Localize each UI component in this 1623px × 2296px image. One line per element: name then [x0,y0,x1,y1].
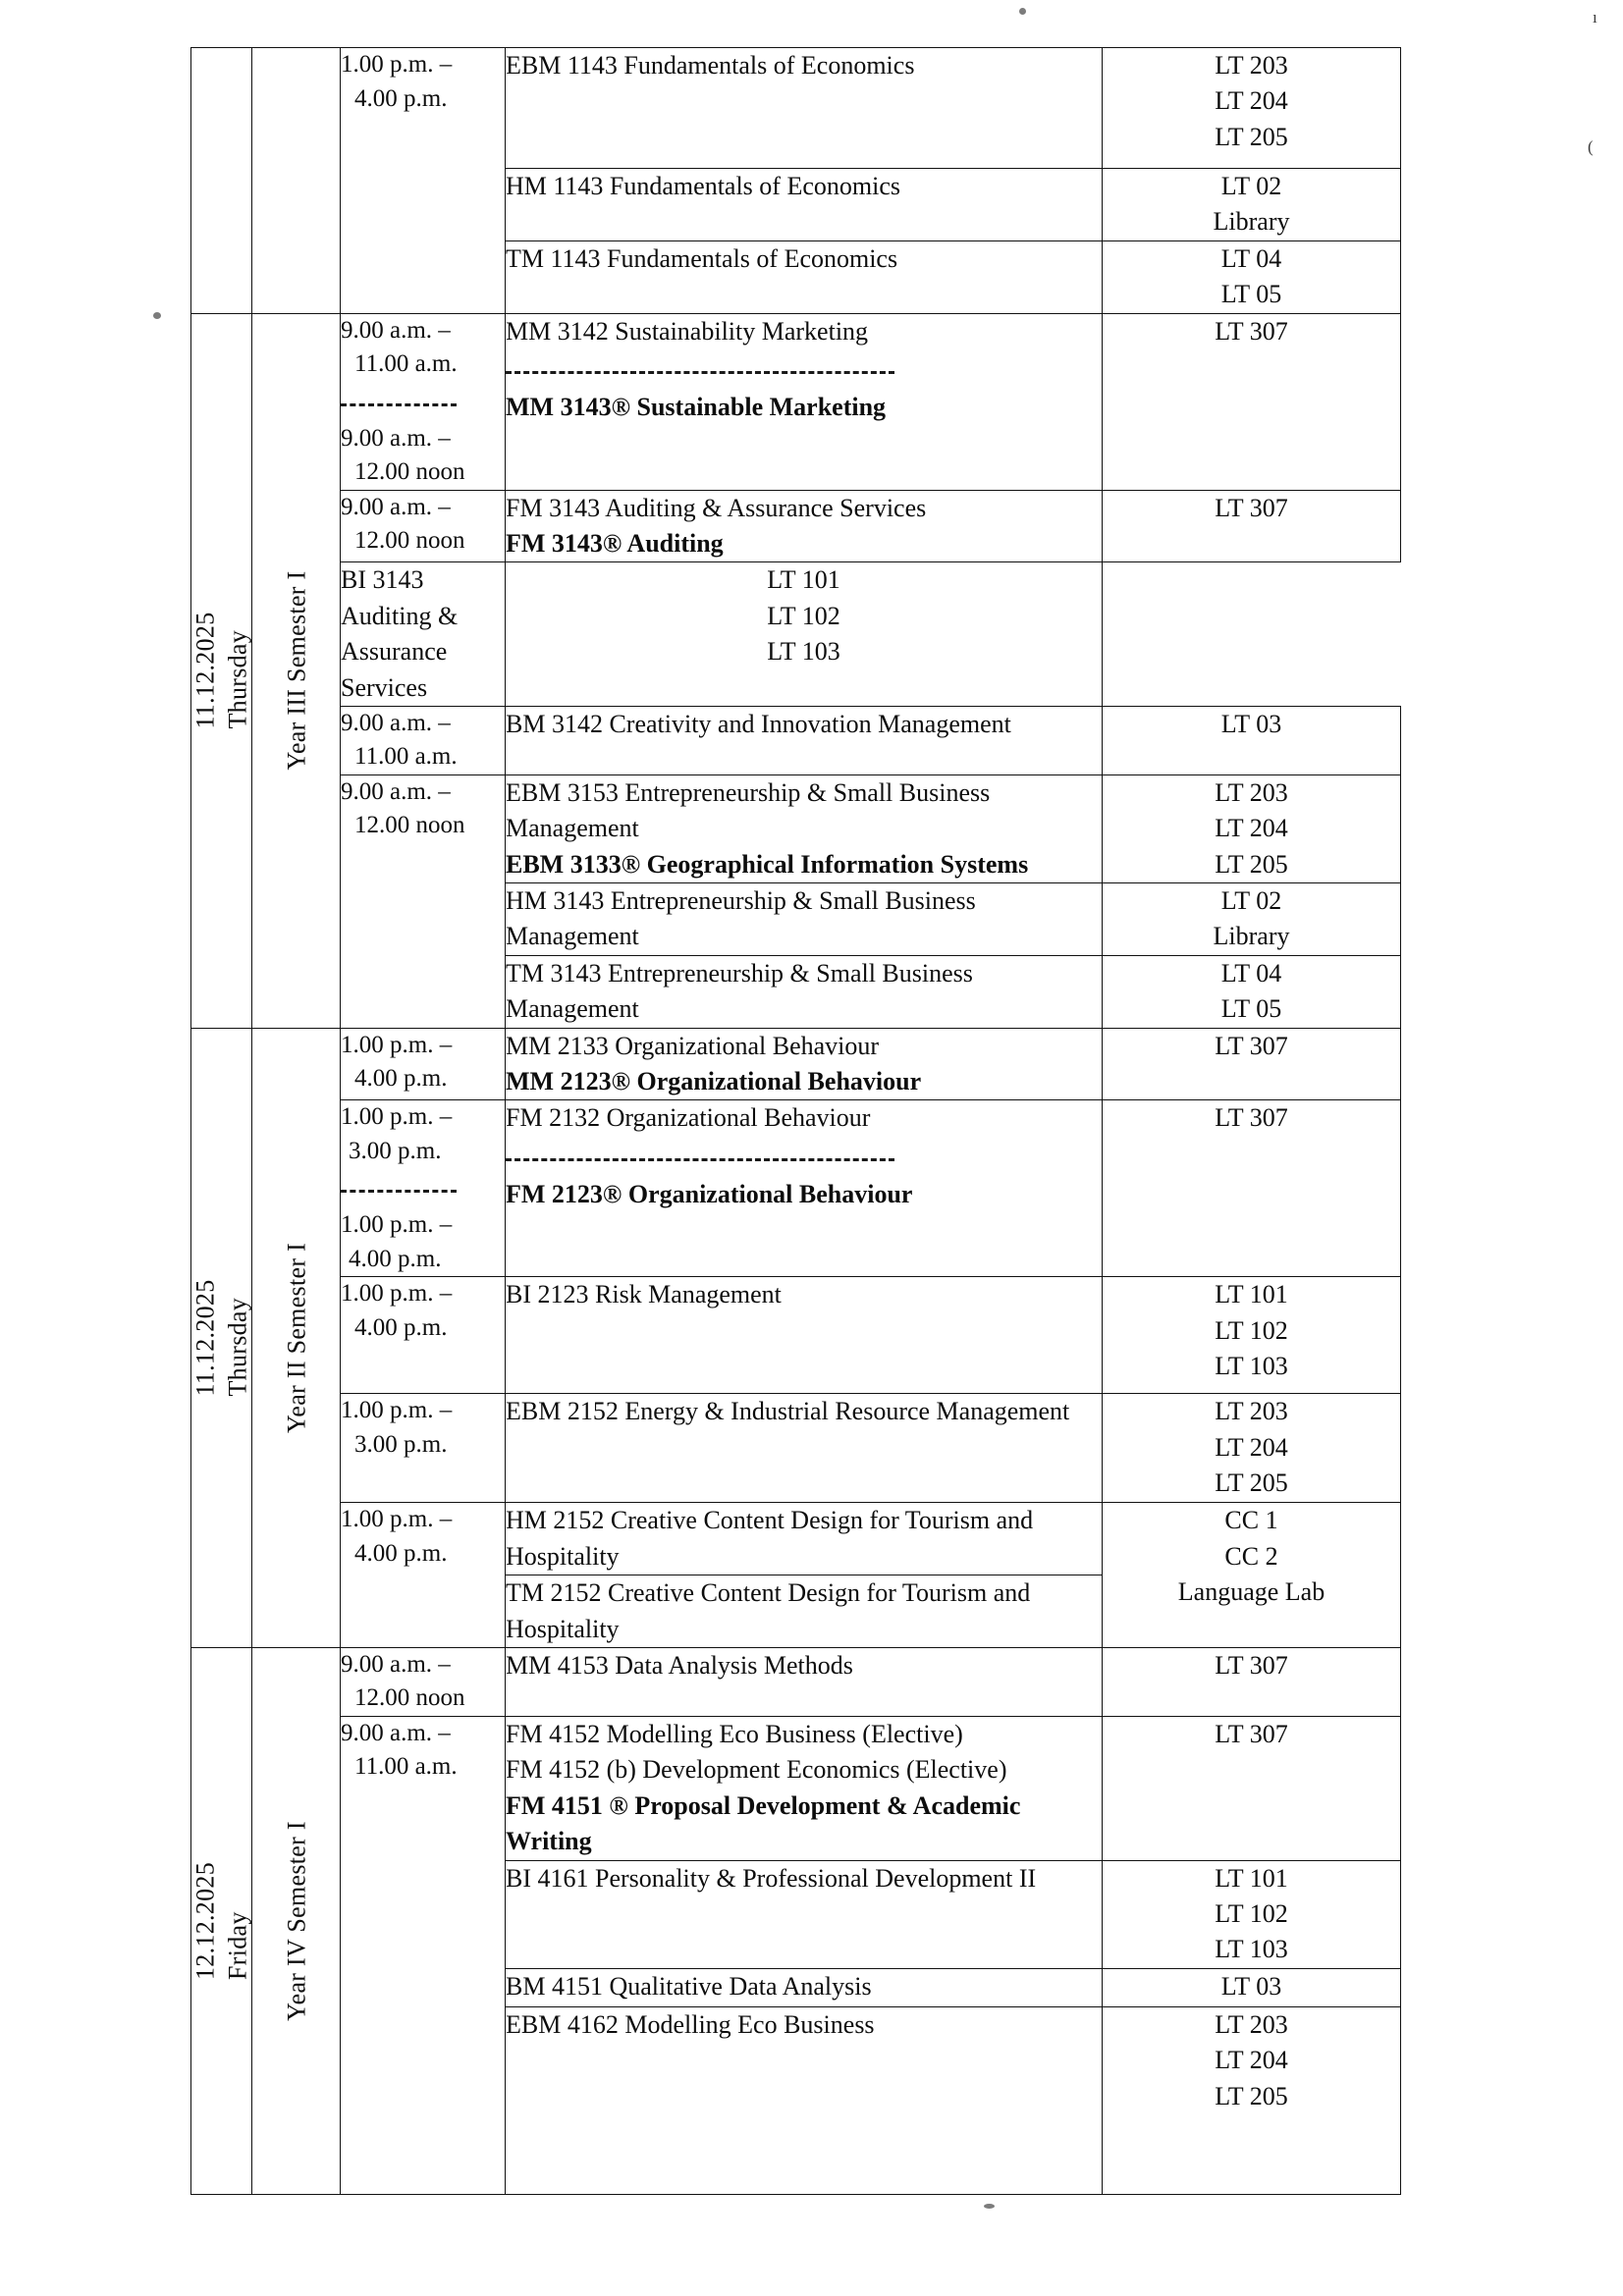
year-cell-block4 [252,1647,341,2194]
table-row [191,48,1401,169]
date-text: 11.12.2025 [190,612,220,729]
hall-line: CC 1 [1224,1506,1278,1535]
hall-line: LT 204 [1215,86,1288,116]
course-title-repeat: FM 4151 ® Proposal Development & Academic Writing [506,1790,1021,1856]
time-start: 9.00 a.m. – [341,493,451,520]
hall-cell [1103,1100,1401,1277]
hall-line: LT 307 [1215,1031,1288,1060]
hall-line: LT 307 [1215,1650,1288,1680]
course-title: TM 2152 Creative Content Design for Tourism and Hospitality [506,1578,1031,1643]
course-title: FM 2132 Organizational Behaviour [506,1103,871,1133]
course-title: BM 3142 Creativity and Innovation Management [506,709,1011,738]
course-title: FM 4152 Modelling Eco Business (Elective) [506,1719,963,1748]
time-end: 4.00 p.m. [354,1539,448,1567]
hall-line: Library [1213,922,1290,951]
course-cell [506,1394,1103,1503]
hall-line: LT 204 [1215,2046,1288,2075]
hall-line: LT 03 [1220,1971,1282,2001]
year-semester-label-block4: Year IV Semester I [281,1820,310,2021]
time-start: 1.00 p.m. – [341,1031,453,1058]
table-row [191,1028,1401,1100]
course-title-repeat: FM 2123® Organizational Behaviour [506,1179,913,1208]
hall-cell [1103,2006,1401,2194]
time-start: 9.00 a.m. – [341,1650,451,1678]
course-title: BI 4161 Personality & Professional Development II [506,1863,1037,1893]
course-cell [506,1028,1103,1100]
course-title: FM 3143 Auditing & Assurance Services [506,493,927,522]
course-cell [341,562,506,707]
table-row [191,562,1401,707]
course-cell [506,48,1103,169]
hall-line: LT 204 [1215,814,1288,843]
year-semester-label-block3: Year II Semester I [281,1242,310,1433]
course-title: HM 1143 Fundamentals of Economics [506,172,900,200]
course-divider-dashed [506,1158,894,1161]
time-end: 4.00 p.m. [354,1313,448,1341]
course-cell [506,169,1103,241]
scan-speck-top [1019,8,1026,15]
course-cell [506,2006,1103,2194]
hall-line: LT 102 [767,601,840,630]
hall-line: Library [1213,207,1290,237]
hall-line: LT 205 [1215,1468,1288,1498]
table-row [191,1394,1401,1503]
hall-line: LT 204 [1215,1432,1288,1462]
course-title: BM 4151 Qualitative Data Analysis [506,1971,872,2001]
hall-cell [1103,1716,1401,1860]
table-row [191,313,1401,490]
hall-line: LT 205 [1215,2081,1288,2110]
course-title: HM 3143 Entrepreneurship & Small Business Management [506,886,976,951]
hall-cell [1103,1394,1401,1503]
hall-line: LT 205 [1215,849,1288,879]
time-divider-dashed [341,1190,457,1193]
course-title: BI 3143 Auditing & Assurance Services [341,565,459,702]
hall-cell [1103,1647,1401,1716]
time-end: 4.00 p.m. [354,1065,448,1093]
hall-line: LT 03 [1220,709,1282,738]
hall-line: LT 04 [1220,243,1282,273]
course-cell [506,313,1103,490]
time-cell [341,1716,506,2194]
course-title: MM 3142 Sustainability Marketing [506,316,869,346]
time-end: 12.00 noon [354,1684,465,1712]
course-cell [506,1575,1103,1648]
date-label-block3 [189,1279,254,1396]
course-cell [506,1647,1103,1716]
time-cell [341,1503,506,1648]
day-text: Friday [223,1911,252,1980]
hall-line: LT 203 [1215,1397,1288,1426]
course-title-repeat: MM 3143® Sustainable Marketing [506,392,887,421]
hall-cell [1103,1503,1401,1648]
date-text: 11.12.2025 [190,1279,220,1397]
table-row [191,1647,1401,1716]
hall-line: LT 05 [1220,994,1282,1024]
course-cell [506,1860,1103,1968]
time-start: 9.00 a.m. – [341,1719,451,1746]
scan-speck-bottom [984,2204,995,2209]
hall-line: LT 102 [1215,1898,1288,1928]
time-cell [341,490,506,562]
examination-timetable [190,47,1401,2195]
course-title: EBM 2152 Energy & Industrial Resource Management [506,1397,1070,1426]
time-start: 1.00 p.m. – [341,51,453,78]
hall-line: LT 205 [1215,122,1288,151]
date-cell-block4 [191,1647,252,2194]
time-cell [341,774,506,1028]
course-title-alt: FM 4152 (b) Development Economics (Elective) [506,1755,1007,1785]
time-cell [341,1277,506,1394]
hall-line: LT 103 [767,637,840,667]
time-start: 1.00 p.m. – [341,1506,453,1533]
hall-cell [1103,169,1401,241]
table-row [191,490,1401,562]
time-start: 9.00 a.m. – [341,777,451,805]
time-cell [341,1647,506,1716]
time-end: 4.00 p.m. [354,84,448,112]
course-title: MM 4153 Data Analysis Methods [506,1650,853,1680]
time-cell [341,706,506,774]
hall-cell [1103,774,1401,882]
course-title: EBM 3153 Entrepreneurship & Small Business Management [506,777,991,843]
hall-cell [1103,313,1401,490]
course-cell [506,883,1103,956]
time-cell [341,1028,506,1100]
hall-line: LT 101 [767,565,840,595]
course-divider-dashed [506,371,894,374]
year-cell-block1 [252,48,341,314]
time-end: 12.00 noon [354,812,465,839]
time-alt-end: 4.00 p.m. [349,1245,442,1272]
time-start: 1.00 p.m. – [341,1103,453,1131]
hall-cell [1103,490,1401,562]
time-start: 1.00 p.m. – [341,1280,453,1308]
time-cell [341,1394,506,1503]
day-text: Thursday [223,1297,252,1397]
scan-speck-left [153,312,161,319]
course-cell [506,240,1103,313]
course-cell [506,1968,1103,2006]
course-cell [506,490,1103,562]
time-cell [341,313,506,490]
time-cell [341,1100,506,1277]
hall-cell [1103,240,1401,313]
hall-cell [1103,883,1401,956]
date-cell-block1 [191,48,252,314]
time-end: 11.00 a.m. [354,1753,458,1781]
time-divider-dashed [341,403,457,406]
course-title-repeat: FM 3143® Auditing [506,528,724,558]
course-cell [506,1503,1103,1575]
course-title: BI 2123 Risk Management [506,1280,782,1309]
day-text: Thursday [223,630,252,729]
time-alt-end: 12.00 noon [354,458,465,486]
table-row [191,1716,1401,1860]
hall-line: LT 203 [1215,777,1288,807]
time-start: 9.00 a.m. – [341,316,451,344]
time-end: 3.00 p.m. [354,1430,448,1458]
hall-line: LT 02 [1220,886,1282,916]
time-end: 11.00 a.m. [354,350,458,378]
year-cell-block3 [252,1028,341,1647]
date-text: 12.12.2025 [190,1861,220,1980]
hall-line: LT 103 [1215,1352,1288,1381]
hall-line: LT 04 [1220,958,1282,988]
time-cell [341,48,506,314]
hall-cell [506,562,1103,707]
table-row [191,774,1401,882]
course-title-repeat: MM 2123® Organizational Behaviour [506,1067,922,1096]
hall-cell [1103,1968,1401,2006]
date-cell-block2 [191,313,252,1028]
hall-line: LT 101 [1215,1280,1288,1309]
hall-cell [1103,706,1401,774]
hall-line: LT 103 [1215,1935,1288,1964]
hall-cell [1103,1028,1401,1100]
hall-cell [1103,955,1401,1028]
hall-cell [1103,1860,1401,1968]
hall-cell [1103,48,1401,169]
course-title-repeat: EBM 3133® Geographical Information Systems [506,849,1029,879]
scan-mark-right: ( [1588,137,1594,156]
hall-line: LT 203 [1215,2009,1288,2039]
course-title: TM 1143 Fundamentals of Economics [506,243,898,273]
year-semester-label-block2: Year III Semester I [281,570,310,771]
time-start: 9.00 a.m. – [341,709,451,736]
course-cell [506,706,1103,774]
course-cell [506,1100,1103,1277]
hall-line: CC 2 [1224,1541,1278,1571]
hall-line: LT 307 [1215,1103,1288,1133]
course-title: TM 3143 Entrepreneurship & Small Business Management [506,958,973,1024]
course-cell [506,774,1103,882]
hall-line: LT 02 [1220,172,1282,200]
time-end: 3.00 p.m. [349,1137,442,1164]
course-cell [506,955,1103,1028]
date-label-block4 [189,1862,254,1980]
table-row [191,706,1401,774]
hall-cell [1103,1277,1401,1394]
date-label-block2 [189,613,254,729]
course-cell [506,1277,1103,1394]
hall-line: Language Lab [1177,1577,1325,1607]
time-end: 12.00 noon [354,527,465,555]
time-end: 11.00 a.m. [354,743,458,771]
time-start: 1.00 p.m. – [341,1397,453,1424]
hall-line: LT 203 [1215,51,1288,80]
hall-line: LT 307 [1215,493,1288,522]
table-row [191,1100,1401,1277]
time-alt-start: 1.00 p.m. – [341,1211,453,1239]
time-alt-start: 9.00 a.m. – [341,424,451,452]
table-row [191,1503,1401,1575]
scan-mark-right-top: ı [1593,8,1597,27]
hall-line: LT 102 [1215,1315,1288,1345]
course-title: HM 2152 Creative Content Design for Tourism and Hospitality [506,1506,1034,1571]
course-title: EBM 4162 Modelling Eco Business [506,2009,875,2039]
date-cell-block3 [191,1028,252,1647]
course-title: EBM 1143 Fundamentals of Economics [506,51,915,80]
hall-line: LT 307 [1215,316,1288,346]
hall-line: LT 307 [1215,1719,1288,1748]
hall-line: LT 101 [1215,1863,1288,1893]
year-cell-block2 [252,313,341,1028]
hall-line: LT 05 [1220,280,1282,309]
course-cell [506,1716,1103,1860]
table-row [191,1277,1401,1394]
course-title: MM 2133 Organizational Behaviour [506,1031,880,1060]
